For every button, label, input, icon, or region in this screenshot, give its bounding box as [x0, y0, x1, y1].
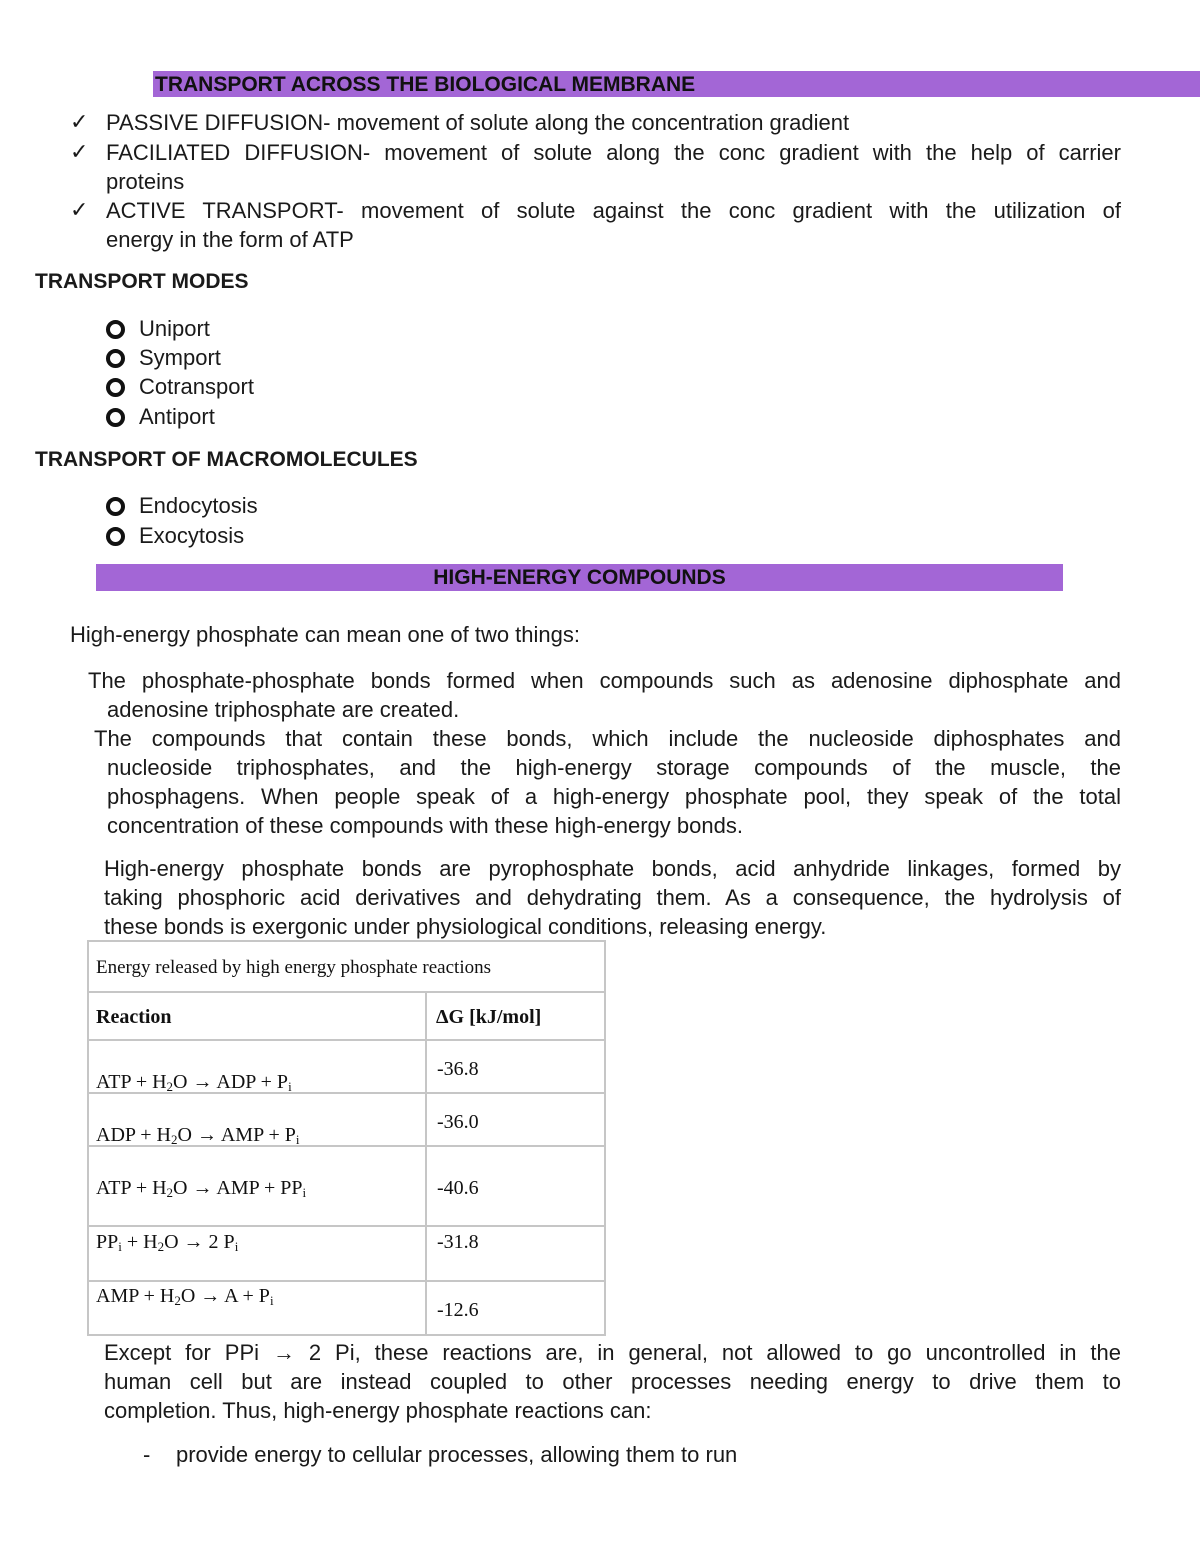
- list-item-line: FACILIATED DIFFUSION- movement of solute along the conc gradient with the help of carrier: [106, 140, 1121, 165]
- reaction-part: ATP + H: [96, 1177, 167, 1199]
- table-cell-reaction: [96, 1176, 306, 1200]
- reaction-part: PP: [96, 1231, 119, 1253]
- dash-item-text: provide energy to cellular processes, allowing them to run: [176, 1442, 738, 1467]
- list-item-facilitated-diffusion: [106, 138, 1121, 196]
- dash-bullet: -: [143, 1442, 151, 1467]
- mode-item: Uniport: [139, 316, 210, 341]
- heading-macromolecules: TRANSPORT OF MACROMOLECULES: [35, 448, 418, 471]
- closing-paragraph: [104, 1338, 1121, 1425]
- list-item-active-transport: [106, 196, 1121, 254]
- header-text: Reaction: [96, 1006, 172, 1028]
- reaction-sub: 2: [171, 1132, 178, 1147]
- reaction-part: ADP + H: [96, 1124, 171, 1146]
- section-title: HIGH-ENERGY COMPOUNDS: [433, 566, 726, 589]
- macro-item: Endocytosis: [139, 493, 258, 518]
- bullet-ring-icon: [106, 349, 125, 368]
- table-cell-value: -40.6: [437, 1177, 479, 1199]
- bullet-line: adenosine triphosphate are created.: [107, 697, 460, 722]
- closing-line: Except for PPi → 2 Pi, these reactions are, in general, not allowed to go uncontrolled in the: [104, 1340, 1121, 1365]
- intro-text: High-energy phosphate can mean one of two things:: [70, 622, 580, 647]
- header-text: ΔG [kJ/mol]: [436, 1006, 542, 1028]
- table-cell-reaction: [96, 1284, 274, 1308]
- mode-item: Symport: [139, 345, 221, 370]
- section-title: TRANSPORT ACROSS THE BIOLOGICAL MEMBRANE: [155, 73, 696, 96]
- mode-item: Antiport: [139, 404, 215, 429]
- reaction-sub: i: [302, 1185, 307, 1200]
- table-cell-value: -12.6: [437, 1299, 479, 1321]
- table-header-delta-g: [436, 1005, 541, 1029]
- check-icon: ✓: [70, 109, 89, 134]
- table-border: [87, 1334, 606, 1336]
- list-item-line: proteins: [106, 169, 185, 194]
- bullet-ring-icon: [106, 378, 125, 397]
- check-icon: ✓: [70, 139, 89, 164]
- reaction-part: O → AMP + PP: [173, 1177, 303, 1199]
- closing-line: completion. Thus, high-energy phosphate reactions can:: [104, 1398, 652, 1423]
- reaction-sub: 2: [174, 1293, 181, 1308]
- table-cell-reaction: [96, 1070, 292, 1094]
- bullet-line: phosphagens. When people speak of a high-energy phosphate pool, they speak of the total: [107, 784, 1121, 809]
- reaction-sub: i: [295, 1132, 300, 1147]
- table-border: [87, 1039, 606, 1041]
- reaction-part: O → A + P: [180, 1285, 270, 1307]
- bullet-ring-icon: [106, 527, 125, 546]
- list-item-line: ACTIVE TRANSPORT- movement of solute against the conc gradient with the utilization of: [106, 198, 1121, 223]
- paragraph-text: [104, 854, 1121, 941]
- mode-item: Cotransport: [139, 374, 254, 399]
- table-border: [87, 991, 606, 993]
- table-cell-value: -36.0: [437, 1111, 479, 1133]
- table-border: [425, 991, 427, 1336]
- list-item-passive-diffusion: PASSIVE DIFFUSION- movement of solute along the concentration gradient: [106, 110, 850, 135]
- bullet-paragraph: [94, 724, 1121, 840]
- reaction-sub: 2: [166, 1079, 174, 1094]
- bullet-ring-icon: [106, 408, 125, 427]
- bullet-line: nucleoside triphosphates, and the high-energy storage compounds of the muscle, the: [107, 755, 1121, 780]
- reaction-part: AMP + H: [96, 1285, 175, 1307]
- reaction-sub: i: [234, 1239, 239, 1254]
- paragraph-line: these bonds is exergonic under physiological conditions, releasing energy.: [104, 914, 827, 939]
- table-border: [87, 940, 89, 1336]
- bullet-paragraph: [88, 666, 1121, 724]
- closing-line: human cell but are instead coupled to other processes needing energy to drive them to: [104, 1369, 1121, 1394]
- heading-transport-modes: TRANSPORT MODES: [35, 270, 249, 293]
- bullet-ring-icon: [106, 320, 125, 339]
- paragraph-line: taking phosphoric acid derivatives and dehydrating them. As a consequence, the hydrolysis of: [104, 885, 1121, 910]
- table-cell-reaction: [96, 1123, 299, 1147]
- table-caption: Energy released by high energy phosphate reactions: [96, 957, 492, 978]
- bullet-ring-icon: [106, 497, 125, 516]
- reaction-sub: 2: [166, 1185, 174, 1200]
- list-item-line: energy in the form of ATP: [106, 227, 354, 252]
- table-border: [87, 1225, 606, 1227]
- reaction-part: ATP + H: [96, 1071, 167, 1093]
- reaction-sub: i: [288, 1079, 292, 1094]
- reaction-sub: i: [269, 1293, 274, 1308]
- table-cell-reaction: [96, 1230, 238, 1254]
- paragraph-line: High-energy phosphate bonds are pyrophosphate bonds, acid anhydride linkages, formed by: [104, 856, 1121, 881]
- reaction-part: O → ADP + P: [173, 1071, 289, 1093]
- reaction-part: + H: [121, 1231, 158, 1253]
- table-header-reaction: [96, 1005, 172, 1029]
- bullet-line: The compounds that contain these bonds, which include the nucleoside diphosphates and: [94, 726, 1121, 751]
- table-cell-value: -36.8: [437, 1058, 479, 1080]
- table-border: [87, 940, 606, 942]
- macro-item: Exocytosis: [139, 523, 245, 548]
- energy-table: [87, 940, 606, 1336]
- table-cell-value: -31.8: [437, 1231, 479, 1253]
- bullet-line: The phosphate-phosphate bonds formed when compounds such as adenosine diphosphate and: [88, 668, 1121, 693]
- check-icon: ✓: [70, 197, 89, 222]
- reaction-part: O → AMP + P: [177, 1124, 296, 1146]
- reaction-part: O → 2 P: [164, 1231, 235, 1253]
- reaction-sub: i: [118, 1239, 122, 1254]
- table-border: [87, 1280, 606, 1282]
- reaction-sub: 2: [157, 1239, 165, 1254]
- bullet-line: concentration of these compounds with these high-energy bonds.: [107, 813, 743, 838]
- table-border: [604, 940, 606, 1336]
